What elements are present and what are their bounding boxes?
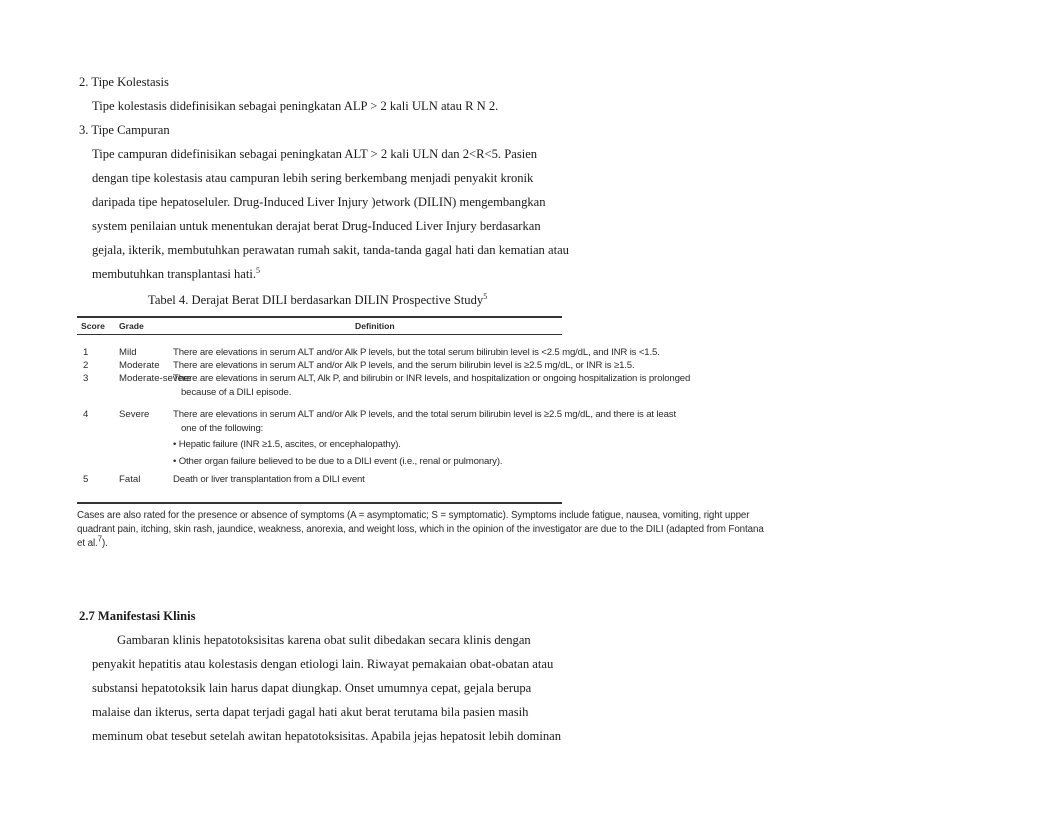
paragraph-manifestasi-line: substansi hepatotoksik lain harus dapat diungkap. Onset umumnya cepat, gejala berupa (92, 681, 532, 695)
table-footnote-line: et al.$^7$). (77, 534, 108, 549)
reference-superscript: 7 (97, 534, 102, 544)
table-cell-score: 1 (83, 347, 89, 358)
paragraph-campuran-line: system penilaian untuk menentukan derajat berat Drug-Induced Liver Injury berdasarkan (92, 219, 541, 233)
table-cell-definition: There are elevations in serum ALT and/or Alk P levels, and the serum bilirubin level is ≥2.5 mg/dL, or INR is ≥1.5. (173, 360, 635, 371)
paragraph-manifestasi-line: meminum obat tesebut setelah awitan hepatotoksisitas. Apabila jejas hepatosit lebih dominan (92, 729, 562, 743)
table-cell-grade: Severe (119, 409, 150, 420)
paragraph-campuran-line: gejala, ikterik, membutuhkan perawatan rumah sakit, tanda-tanda gagal hati dan kematian atau (92, 243, 569, 257)
table-cell-definition: Death or liver transplantation from a DILI event (173, 474, 365, 485)
heading-tipe-kolestasis: 2. Tipe Kolestasis (79, 75, 169, 89)
paragraph-manifestasi-line: penyakit hepatitis atau kolestasis dengan etiologi lain. Riwayat pemakaian obat-obatan atau (92, 657, 554, 671)
paragraph-campuran-line: dengan tipe kolestasis atau campuran lebih sering berkembang menjadi penyakit kronik (92, 171, 534, 185)
paragraph-campuran-line: daripada tipe hepatoseluler. Drug-Induced Liver Injury )etwork (DILIN) mengembangkan (92, 195, 546, 209)
paragraph-manifestasi-line: Gambaran klinis hepatotoksisitas karena obat sulit dibedakan secara klinis dengan (117, 633, 531, 647)
table-header-score: Score (81, 321, 105, 331)
table-cell-grade: Moderate (119, 360, 160, 371)
table-cell-score: 3 (83, 373, 89, 384)
table-cell-definition: • Other organ failure believed to be due to a DILI event (i.e., renal or pulmonary). (173, 456, 503, 467)
table-cell-definition: There are elevations in serum ALT and/or Alk P levels, but the total serum bilirubin level is <2.5 mg/dL, and INR is <1.5. (173, 347, 660, 358)
paragraph-campuran-last-line: membutuhkan transplantasi hati.$^5$ (92, 265, 261, 281)
reference-superscript: 5 (256, 265, 261, 275)
table-cell-grade: Moderate-severe (119, 373, 192, 384)
heading-tipe-campuran: 3. Tipe Campuran (79, 123, 170, 137)
table-footnote-line: quadrant pain, itching, skin rash, jaundice, weakness, anorexia, and weight loss, which in the opinion of the investigator are due to the DILI (adapted from Fontana (77, 524, 764, 535)
table-cell-score: 2 (83, 360, 89, 371)
table-caption: Tabel 4. Derajat Berat DILI berdasarkan DILIN Prospective Study$^5$ (148, 291, 488, 307)
table-header-definition: Definition (355, 321, 395, 331)
dili-severity-table (77, 314, 764, 574)
paragraph-campuran-line: Tipe campuran didefinisikan sebagai peningkatan ALT > 2 kali ULN dan 2<R<5. Pasien (92, 147, 538, 161)
table-cell-score: 4 (83, 409, 89, 420)
reference-superscript: 5 (483, 291, 488, 301)
table-footnote-line: Cases are also rated for the presence or absence of symptoms (A = asymptomatic; S = symptomatic). Symptoms include fatigue, nausea, vomiting, right upper (77, 510, 750, 521)
table-cell-definition: There are elevations in serum ALT, Alk P, and bilirubin or INR levels, and hospitalization or ongoing hospitalization is prolonged (173, 373, 691, 384)
table-cell-definition: because of a DILI episode. (181, 387, 292, 398)
table-cell-score: 5 (83, 474, 89, 485)
table-cell-grade: Fatal (119, 474, 141, 485)
table-header-grade: Grade (119, 321, 144, 331)
paragraph-kolestasis: Tipe kolestasis didefinisikan sebagai peningkatan ALP > 2 kali ULN atau R N 2. (92, 99, 499, 113)
paragraph-manifestasi-line: malaise dan ikterus, serta dapat terjadi gagal hati akut berat terutama bila pasien masih (92, 705, 529, 719)
table-cell-definition: • Hepatic failure (INR ≥1.5, ascites, or encephalopathy). (173, 439, 401, 450)
heading-manifestasi-klinis: 2.7 Manifestasi Klinis (79, 609, 196, 623)
table-cell-grade: Mild (119, 347, 137, 358)
table-cell-definition: one of the following: (181, 423, 264, 434)
table-cell-definition: There are elevations in serum ALT and/or Alk P levels, and the total serum bilirubin level is ≥2.5 mg/dL, and there is at least (173, 409, 676, 420)
